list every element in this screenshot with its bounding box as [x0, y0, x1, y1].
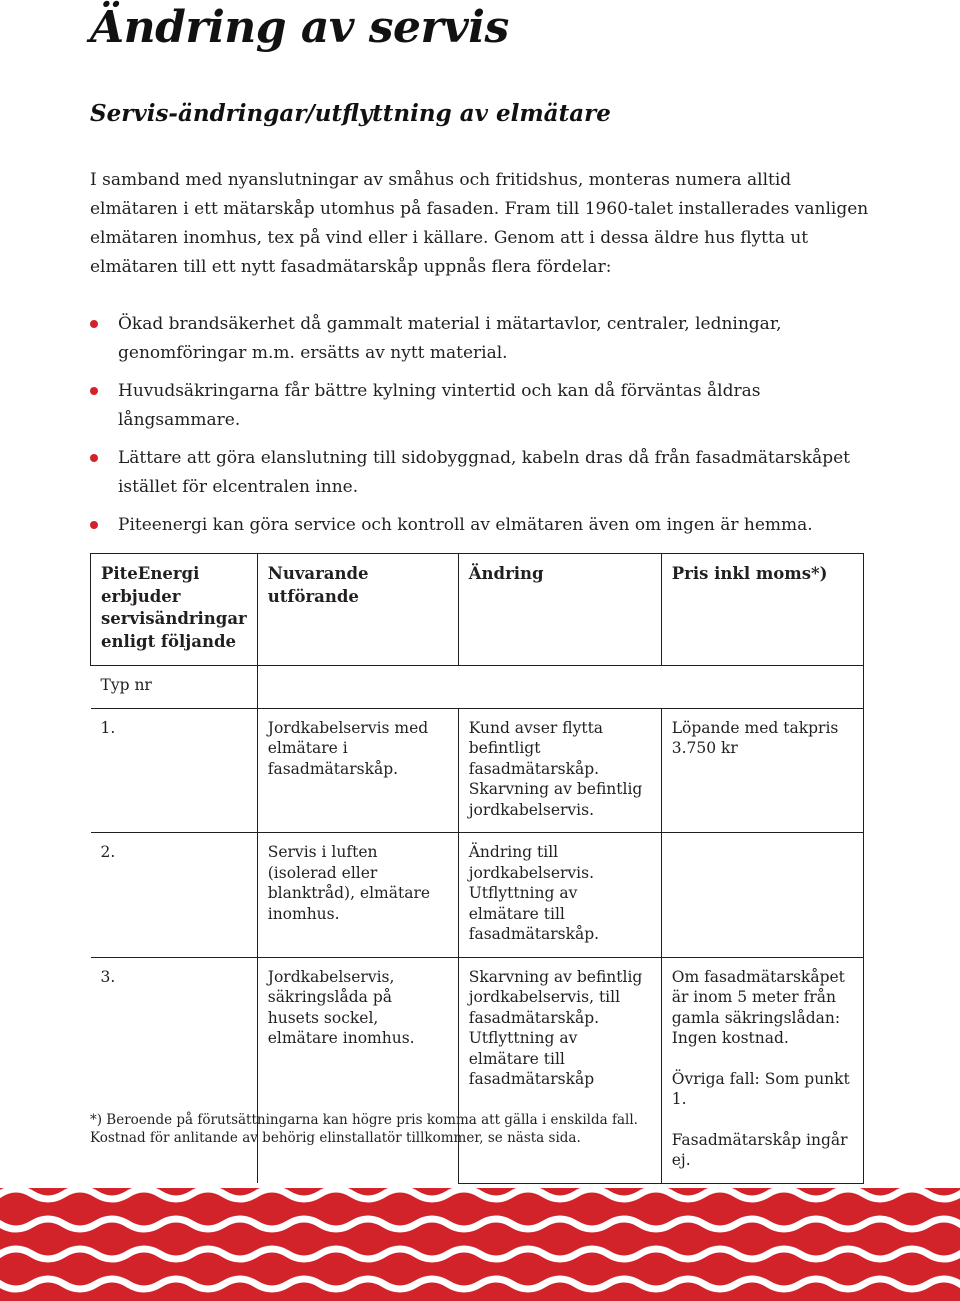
benefits-list	[90, 310, 860, 549]
row-change: Kund avser flytta befintligt fasadmätarskåp. Skarvning av befintlig jordkabelservis.	[458, 708, 661, 833]
typ-nr-label: Typ nr	[100, 676, 152, 694]
row-price	[661, 833, 863, 958]
row-number: 3.	[100, 967, 116, 986]
bullet-text: Lättare att göra elanslutning till sidobyggnad, kabeln dras då från fasadmätarskåpet istället för elcentralen inne.	[118, 448, 851, 497]
table-cell	[257, 666, 458, 709]
intro-paragraph: I samband med nyanslutningar av småhus och fritidshus, monteras numera alltid elmätaren i ett mätarskåp utomhus på fasaden. Fram till 1960-talet installerades vanligen elmätaren inomhus, tex på vind eller i källare. Genom att i dessa äldre hus flytta ut elmätaren till ett nytt fasadmätarskåp uppnås flera fördelar:	[90, 170, 869, 277]
price-text: Löpande med takpris 3.750 kr	[671, 718, 839, 757]
price-text: Övriga fall: Som punkt 1.	[671, 1069, 850, 1108]
bullet-icon	[90, 454, 98, 462]
service-change-table	[90, 553, 864, 1184]
price-text: Fasadmätarskåp ingår ej.	[671, 1130, 848, 1169]
bullet-text: Huvudsäkringarna får bättre kylning vintertid och kan då förväntas åldras långsammare.	[118, 381, 761, 430]
bullet-text: Ökad brandsäkerhet då gammalt material i mätartavlor, centraler, ledningar, genomföringar m.m. ersätts av nytt material.	[118, 314, 782, 363]
row-current: Jordkabelservis, säkringslåda på husets sockel, elmätare inomhus.	[257, 957, 458, 1183]
header-current: Nuvarande utförande	[257, 554, 458, 666]
list-item	[90, 511, 860, 540]
bullet-icon	[90, 387, 98, 395]
price-text: Om fasadmätarskåpet är inom 5 meter från gamla säkringslådan: Ingen kostnad.	[671, 967, 845, 1047]
section-subtitle: Servis-ändringar/utflyttning av elmätare	[90, 100, 611, 127]
row-number: 2.	[91, 833, 258, 958]
table-header-row	[91, 554, 864, 666]
page-title: Ändring av servis	[90, 2, 509, 53]
red-wave-band	[0, 1188, 960, 1301]
bullet-icon	[90, 521, 98, 529]
header-offer: PiteEnergi erbjuder servisändringar enligt följande	[91, 554, 258, 666]
footnote-line: *) Beroende på förutsättningarna kan högre pris komma att gälla i enskilda fall.	[90, 1112, 638, 1128]
table-cell	[661, 666, 863, 709]
table-row	[91, 666, 864, 709]
table-row	[91, 957, 864, 1183]
table-row	[91, 708, 864, 833]
list-item	[90, 310, 860, 368]
row-current: Jordkabelservis med elmätare i fasadmätarskåp.	[257, 708, 458, 833]
row-price	[661, 957, 863, 1183]
table-cell	[458, 666, 661, 709]
table-row	[91, 833, 864, 958]
bullet-text: Piteenergi kan göra service och kontroll av elmätaren även om ingen är hemma.	[118, 515, 813, 535]
bullet-icon	[90, 320, 98, 328]
list-item	[90, 444, 860, 502]
footnote	[90, 1111, 850, 1147]
footnote-line: Kostnad för anlitande av behörig elinstallatör tillkommer, se nästa sida.	[90, 1130, 581, 1146]
row-price	[661, 708, 863, 833]
row-number: 1.	[91, 708, 258, 833]
row-current: Servis i luften (isolerad eller blanktråd), elmätare inomhus.	[257, 833, 458, 958]
header-price: Pris inkl moms*)	[661, 554, 863, 666]
row-change: Ändring till jordkabelservis. Utflyttning av elmätare till fasadmätarskåp.	[458, 833, 661, 958]
row-change: Skarvning av befintlig jordkabelservis, till fasadmätarskåp. Utflyttning av elmätare till fasadmätarskåp	[458, 957, 661, 1183]
header-change: Ändring	[458, 554, 661, 666]
list-item	[90, 377, 860, 435]
